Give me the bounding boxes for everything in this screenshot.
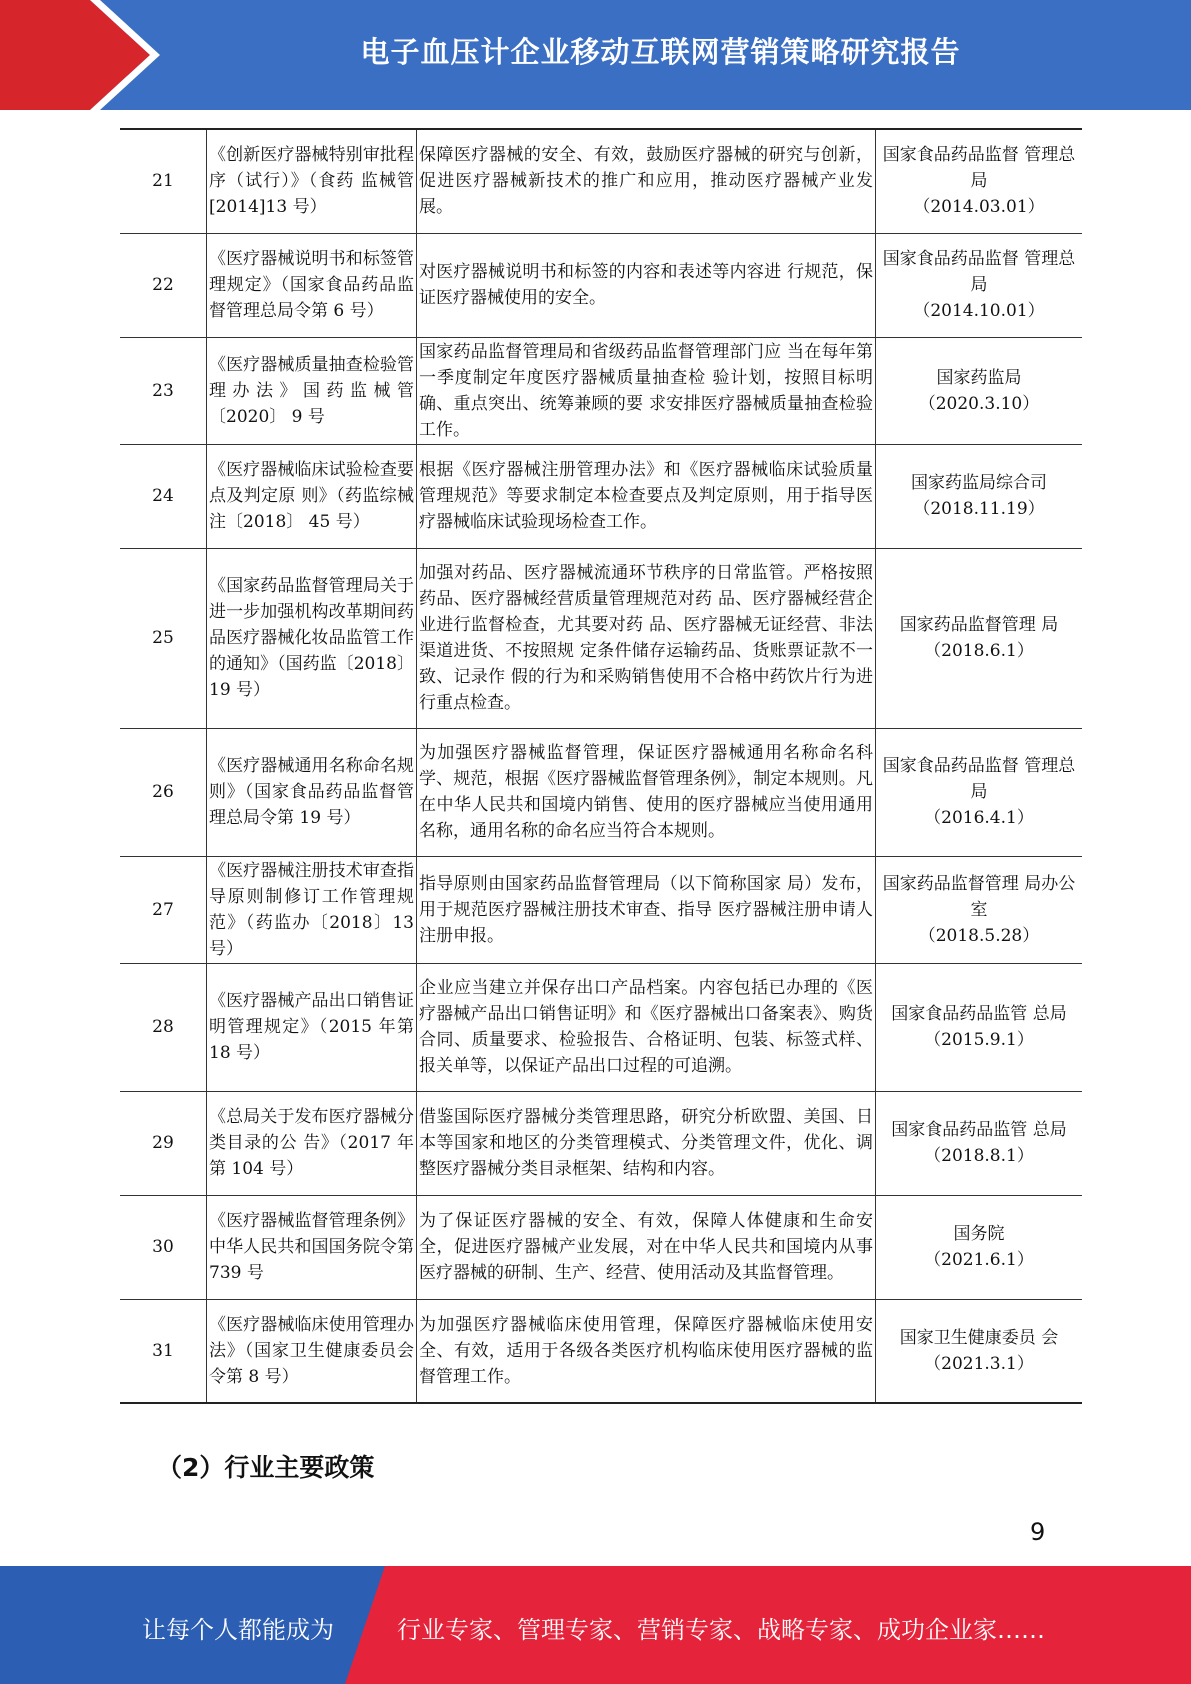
effective-date: （2016.4.1） [924,808,1034,828]
row-number: 26 [120,728,207,856]
regulation-description: 指导原则由国家药品监督管理局（以下简称国家 局）发布，用于规范医疗器械注册技术审查、指导 医疗器械注册申请人注册申报。 [417,856,876,963]
issuing-authority [876,548,1083,728]
issuing-authority [876,444,1083,548]
table-row [120,233,1082,337]
row-number: 29 [120,1091,207,1195]
regulation-name: 《国家药品监督管理局关于进一步加强机构改革期间药品医疗器械化妆品监管工作的通知》（国药监〔2018〕 19 号） [207,548,417,728]
table-row [120,444,1082,548]
table-row [120,856,1082,963]
issuing-authority [876,963,1083,1091]
regulation-name: 《医疗器械临床试验检查要点及判定原 则》（药监综械注〔2018〕 45 号） [207,444,417,548]
table-row [120,1195,1082,1299]
issuing-authority [876,233,1083,337]
authority-name: 国家卫生健康委员 会 [899,1327,1059,1348]
regulation-name: 《医疗器械监督管理条例》中华人民共和国国务院令第 739 号 [207,1195,417,1299]
row-number: 24 [120,444,207,548]
section-heading: （2）行业主要政策 [157,1453,375,1482]
table-row [120,1299,1082,1403]
regulations-table [120,128,1082,1404]
regulation-description: 根据《医疗器械注册管理办法》和《医疗器械临床试验质量管理规范》等要求制定本检查要点及判定原则，用于指导医疗器械临床试验现场检查工作。 [417,444,876,548]
report-title: 电子血压计企业移动互联网营销策略研究报告 [360,35,961,69]
report-footer [0,1566,1191,1684]
table-row [120,1091,1082,1195]
regulation-name: 《医疗器械产品出口销售证明管理规定》（2015 年第 18 号） [207,963,417,1091]
regulation-description: 为加强医疗器械临床使用管理，保障医疗器械临床使用安全、有效，适用于各级各类医疗机构临床使用医疗器械的监督管理工作。 [417,1299,876,1403]
row-number: 22 [120,233,207,337]
issuing-authority [876,129,1083,233]
row-number: 25 [120,548,207,728]
authority-name: 国家药监局 [936,367,1022,388]
regulation-description: 为了保证医疗器械的安全、有效，保障人体健康和生命安全，促进医疗器械产业发展，对在中华人民共和国境内从事医疗器械的研制、生产、经营、使用活动及其监督管理。 [417,1195,876,1299]
report-header [0,0,1191,110]
issuing-authority [876,337,1083,444]
row-number: 31 [120,1299,207,1403]
table-row [120,963,1082,1091]
authority-name: 国家食品药品监管 总局 [891,1004,1067,1024]
issuing-authority [876,1091,1083,1195]
regulation-name: 《医疗器械质量抽查检验管理办法》国药监械管〔2020〕 9 号 [207,337,417,444]
issuing-authority [876,1299,1083,1403]
row-number: 27 [120,856,207,963]
row-number: 23 [120,337,207,444]
authority-name: 国家食品药品监管 总局 [891,1120,1067,1140]
table-row [120,129,1082,233]
effective-date: （2018.11.19） [913,499,1045,519]
table-row [120,728,1082,856]
regulation-description: 对医疗器械说明书和标签的内容和表述等内容进 行规范，保证医疗器械使用的安全。 [417,233,876,337]
issuing-authority [876,1195,1083,1299]
authority-name: 国家药品监督管理 局办公室 [882,873,1076,920]
authority-name: 国务院 [953,1224,1005,1244]
page-number: 9 [1030,1518,1046,1546]
effective-date: （2021.6.1） [924,1250,1034,1270]
regulation-name: 《医疗器械通用名称命名规则》（国家食品药品监督管理总局令第 19 号） [207,728,417,856]
effective-date: （2015.9.1） [924,1030,1034,1050]
authority-name: 国家食品药品监督 管理总局 [882,145,1076,192]
footer-slogan-right: 行业专家、管理专家、营销专家、战略专家、成功企业家…… [397,1616,1045,1644]
regulation-name: 《医疗器械说明书和标签管理规定》（国家食品药品监督管理总局令第 6 号） [207,233,417,337]
table-row [120,337,1082,444]
regulation-description: 企业应当建立并保存出口产品档案。内容包括已办理的《医疗器械产品出口销售证明》和《医疗器械出口备案表》、购货合同、质量要求、检验报告、合格证明、包装、标签式样、报关单等，以保证产品出口过程的可追溯。 [417,963,876,1091]
row-number: 21 [120,129,207,233]
effective-date: （2021.3.1） [924,1353,1034,1374]
effective-date: （2018.6.1） [924,641,1034,661]
row-number: 28 [120,963,207,1091]
regulation-description: 借鉴国际医疗器械分类管理思路，研究分析欧盟、美国、日本等国家和地区的分类管理模式、分类管理文件，优化、调整医疗器械分类目录框架、结构和内容。 [417,1091,876,1195]
effective-date: （2014.03.01） [913,197,1045,218]
authority-name: 国家药品监督管理 局 [899,615,1059,635]
effective-date: （2020.3.10） [918,393,1040,414]
authority-name: 国家食品药品监督 管理总局 [882,249,1076,295]
authority-name: 国家药监局综合司 [911,473,1047,493]
regulation-description: 为加强医疗器械监督管理，保证医疗器械通用名称命名科学、规范，根据《医疗器械监督管理条例》，制定本规则。凡在中华人民共和国境内销售、使用的医疗器械应当使用通用名称，通用名称的命名应当符合本规则。 [417,728,876,856]
effective-date: （2018.8.1） [924,1146,1034,1166]
regulation-name: 《创新医疗器械特别审批程序（试行）》（食药 监械管[2014]13 号） [207,129,417,233]
effective-date: （2018.5.28） [918,925,1040,946]
footer-slogan-left: 让每个人都能成为 [142,1616,334,1644]
issuing-authority [876,728,1083,856]
table-row [120,548,1082,728]
regulation-name: 《医疗器械注册技术审查指导原则制修订工作管理规范》（药监办〔2018〕13 号） [207,856,417,963]
regulation-description: 国家药品监督管理局和省级药品监督管理部门应 当在每年第一季度制定年度医疗器械质量抽查检 验计划，按照目标明确、重点突出、统筹兼顾的要 求安排医疗器械质量抽查检验工作。 [417,337,876,444]
regulation-name: 《总局关于发布医疗器械分类目录的公 告》（2017 年第 104 号） [207,1091,417,1195]
regulation-name: 《医疗器械临床使用管理办法》（国家卫生健康委员会令第 8 号） [207,1299,417,1403]
issuing-authority [876,856,1083,963]
row-number: 30 [120,1195,207,1299]
authority-name: 国家食品药品监督 管理总局 [882,756,1076,802]
effective-date: （2014.10.01） [913,301,1045,321]
regulation-description: 保障医疗器械的安全、有效，鼓励医疗器械的研究与创新，促进医疗器械新技术的推广和应用，推动医疗器械产业发展。 [417,129,876,233]
regulation-description: 加强对药品、医疗器械流通环节秩序的日常监管。严格按照药品、医疗器械经营质量管理规范对药 品、医疗器械经营企业进行监督检查，尤其要对药 品、医疗器械无证经营、非法渠道进货、不按照规 定条件储存运输药品、货账票证款不一致、记录作 假的行为和采购销售使用不合格中药饮片行为进 行重点检查。 [417,548,876,728]
